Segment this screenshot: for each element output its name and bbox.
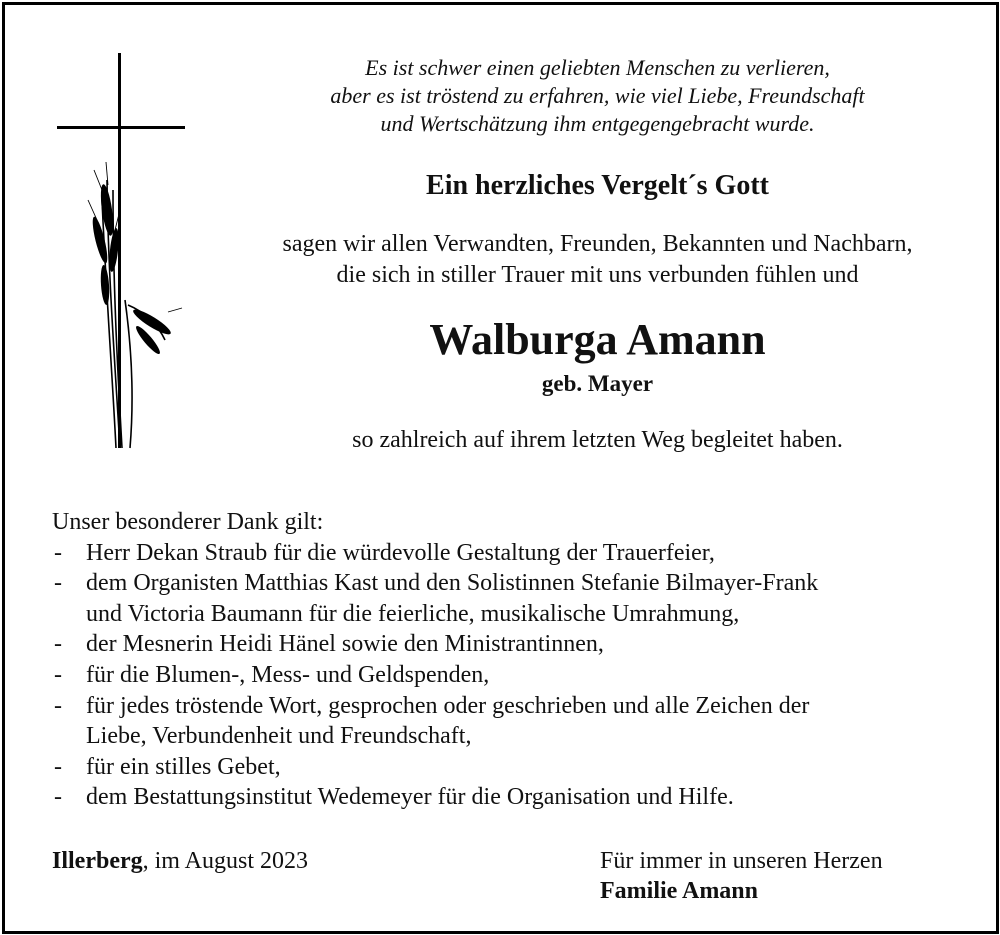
motto-text: Für immer in unseren Herzen <box>600 848 883 874</box>
list-item-text: der Mesnerin Heidi Hänel sowie den Ministrantinnen, <box>86 631 604 658</box>
list-dash: - <box>54 784 62 811</box>
list-dash: - <box>54 570 62 597</box>
list-item-text: und Victoria Baumann für die feierliche, musikalische Umrahmung, <box>86 600 740 627</box>
quote-line: Es ist schwer einen geliebten Menschen zu verlieren, <box>365 55 830 80</box>
list-dash: - <box>54 692 62 719</box>
list-item <box>52 660 982 691</box>
list-item-text: für die Blumen-, Mess- und Geldspenden, <box>86 661 490 688</box>
intro-text <box>210 229 985 291</box>
family-name: Familie Amann <box>600 878 759 904</box>
cross-with-wheat-icon <box>50 50 190 460</box>
deceased-name: Walburga Amann <box>429 315 766 364</box>
signature-block <box>600 846 883 906</box>
date-text: , im August 2023 <box>142 848 308 874</box>
quote-line: aber es ist tröstend zu erfahren, wie viel Liebe, Freundschaft <box>330 83 865 108</box>
list-item-text: für ein stilles Gebet, <box>86 753 281 780</box>
list-item-text: dem Organisten Matthias Kast und den Solistinnen Stefanie Bilmayer-Frank <box>86 570 819 597</box>
thanks-title: Ein herzliches Vergelt´s Gott <box>426 170 769 201</box>
gratitude-section <box>52 507 982 813</box>
list-item <box>52 538 982 569</box>
list-dash: - <box>54 753 62 780</box>
quote-block <box>210 54 985 138</box>
list-item <box>52 568 982 629</box>
list-dash: - <box>54 539 62 566</box>
list-item <box>52 782 982 813</box>
list-item <box>52 691 982 752</box>
maiden-name: geb. Mayer <box>541 371 654 396</box>
place-date <box>52 846 308 876</box>
place-name: Illerberg <box>52 848 143 874</box>
list-item <box>52 629 982 660</box>
quote-line: und Wertschätzung ihm entgegengebracht wurde. <box>380 111 815 136</box>
intro-line: die sich in stiller Trauer mit uns verbunden fühlen und <box>336 262 859 288</box>
gratitude-list <box>52 538 982 813</box>
list-item-text: Liebe, Verbundenheit und Freundschaft, <box>86 723 472 750</box>
closing-text: so zahlreich auf ihrem letzten Weg begleitet haben. <box>352 427 843 453</box>
list-dash: - <box>54 631 62 658</box>
list-item-text: für jedes tröstende Wort, gesprochen oder geschrieben und alle Zeichen der <box>86 692 810 719</box>
list-item <box>52 752 982 783</box>
intro-line: sagen wir allen Verwandten, Freunden, Bekannten und Nachbarn, <box>282 231 913 257</box>
gratitude-heading: Unser besonderer Dank gilt: <box>52 509 324 535</box>
list-item-text: dem Bestattungsinstitut Wedemeyer für die Organisation und Hilfe. <box>86 784 734 811</box>
list-item-text: Herr Dekan Straub für die würdevolle Gestaltung der Trauerfeier, <box>86 539 715 566</box>
list-dash: - <box>54 661 62 688</box>
